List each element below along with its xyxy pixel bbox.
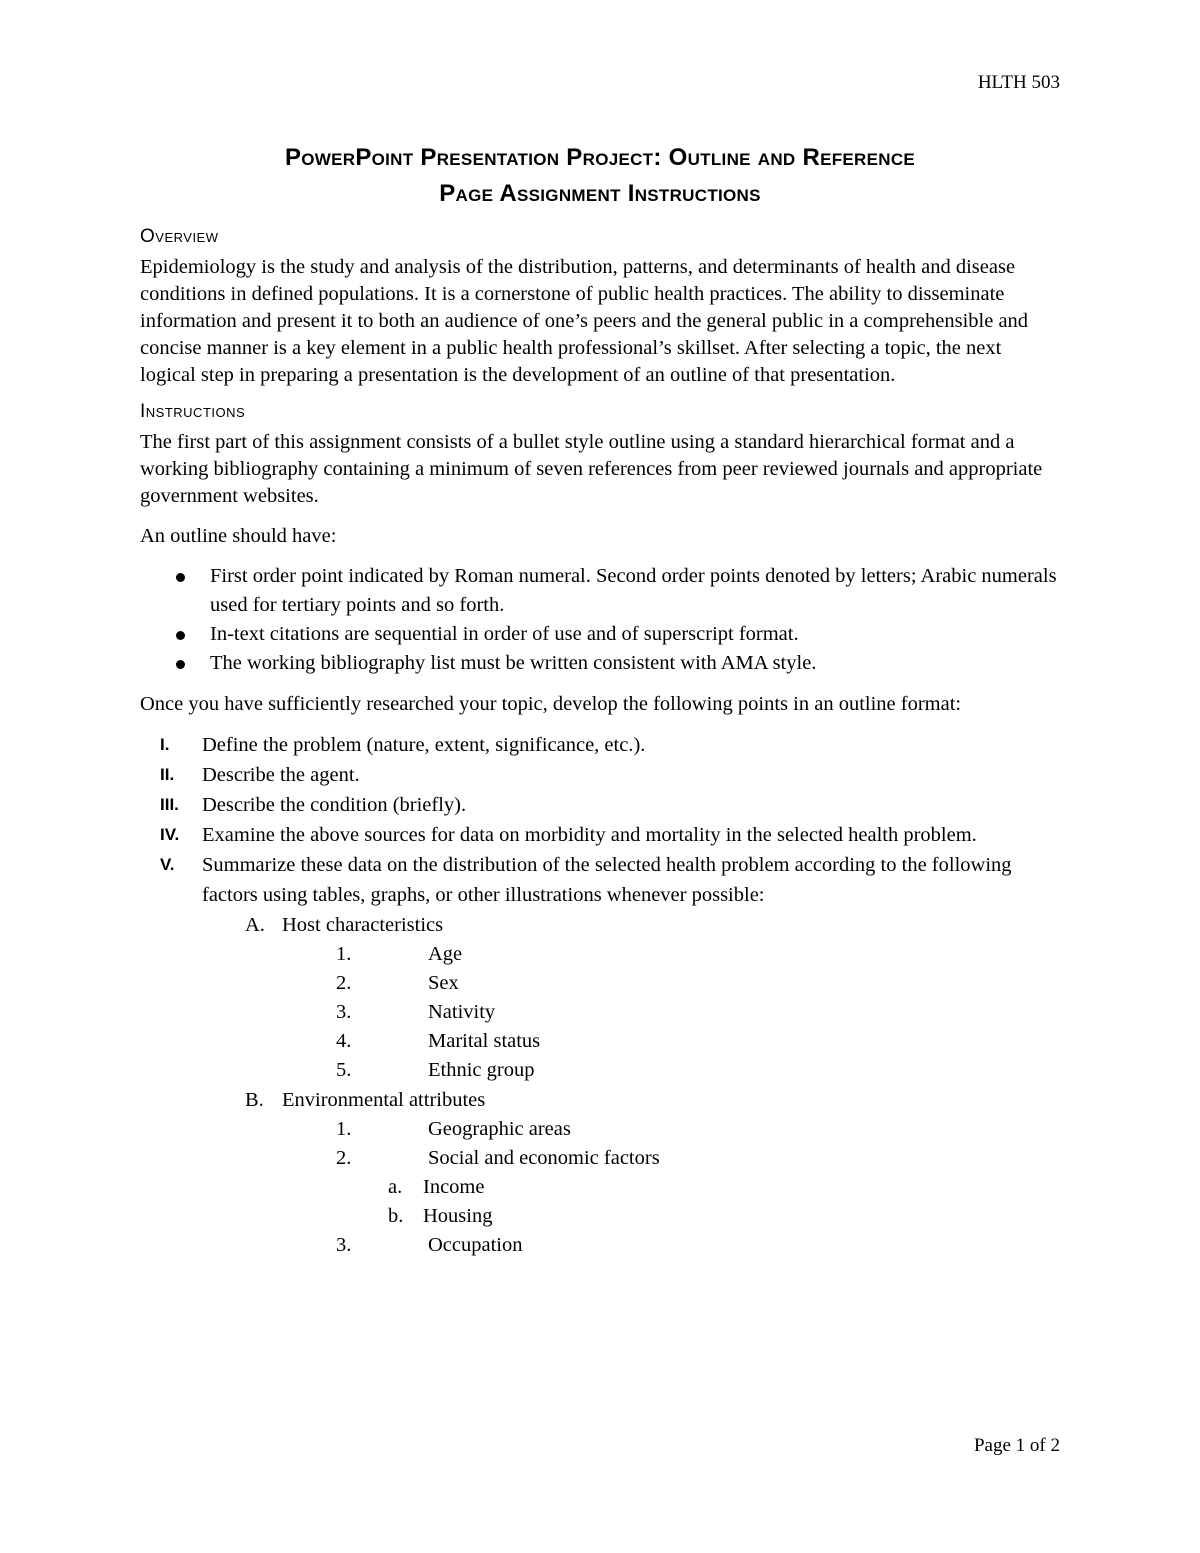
list-item: 1. Age: [336, 943, 463, 965]
page-number: Page 1 of 2: [973, 1435, 1060, 1456]
overview-paragraph: Epidemiology is the study and analysis of the distribution, patterns, and determinants of health and disease conditions in defined populations. It is a cornerstone of public health practices. The ability to disseminate information and present it to both an audience of one’s peers and the general public in a comprehensible and concise manner is a key element in a public health professional’s skillset. After selecting a topic, the next logical step in preparing a presentation is the development of an outline of that presentation.: [140, 256, 1029, 386]
instructions-paragraph: The first part of this assignment consists of a bullet style outline using a standard hierarchical format and a working bibliography containing a minimum of seven references from peer reviewed journals and appropriate government websites.: [140, 431, 1043, 507]
host-characteristics: A. Host characteristics: [245, 914, 444, 936]
list-item: 2. Sex: [336, 972, 459, 994]
course-code: HLTH 503: [977, 72, 1060, 93]
list-item: First order point indicated by Roman numeral. Second order points denoted by letters; Arabic numerals used for tertiary points and so forth.: [140, 562, 1060, 620]
list-item: 5. Ethnic group: [336, 1059, 535, 1081]
document-title: [100, 140, 1100, 212]
list-item: 3. Occupation: [336, 1234, 523, 1256]
develop-points-paragraph: Once you have sufficiently researched your topic, develop the following points in an outline format:: [140, 693, 962, 715]
list-item: 1. Geographic areas: [336, 1118, 571, 1140]
overview-heading: Overview: [140, 226, 219, 247]
outline-intro: An outline should have:: [140, 525, 337, 547]
list-item: b. Housing: [388, 1205, 493, 1227]
outline-list: [140, 730, 1060, 910]
outline-item: V. Summarize these data on the distribution of the selected health problem according to the following factors using tables, graphs, or other illustrations whenever possible:: [160, 854, 1012, 906]
document-body: [140, 226, 1060, 1260]
list-item: In-text citations are sequential in order of use and of superscript format.: [140, 620, 1060, 649]
outline-item: II. Describe the agent.: [160, 764, 360, 786]
instructions-heading: Instructions: [140, 401, 246, 422]
environmental-attributes: B. Environmental attributes: [245, 1089, 486, 1111]
list-item: 2. Social and economic factors: [336, 1147, 660, 1169]
bullet-icon: [176, 631, 185, 640]
list-item: The working bibliography list must be written consistent with AMA style.: [140, 649, 1060, 678]
outline-item: I. Define the problem (nature, extent, significance, etc.).: [160, 734, 646, 756]
bullet-icon: [176, 573, 185, 582]
title-line-2: Page Assignment Instructions: [439, 180, 761, 207]
list-item: 3. Nativity: [336, 1001, 496, 1023]
outline-item: IV. Examine the above sources for data on morbidity and mortality in the selected health problem.: [160, 824, 977, 846]
requirements-list: [140, 562, 1060, 678]
list-item: a. Income: [388, 1176, 485, 1198]
outline-item: III. Describe the condition (briefly).: [160, 794, 467, 816]
title-line-1: PowerPoint Presentation Project: Outline and Reference: [284, 144, 916, 171]
list-item: 4. Marital status: [336, 1030, 541, 1052]
bullet-icon: [176, 660, 185, 669]
